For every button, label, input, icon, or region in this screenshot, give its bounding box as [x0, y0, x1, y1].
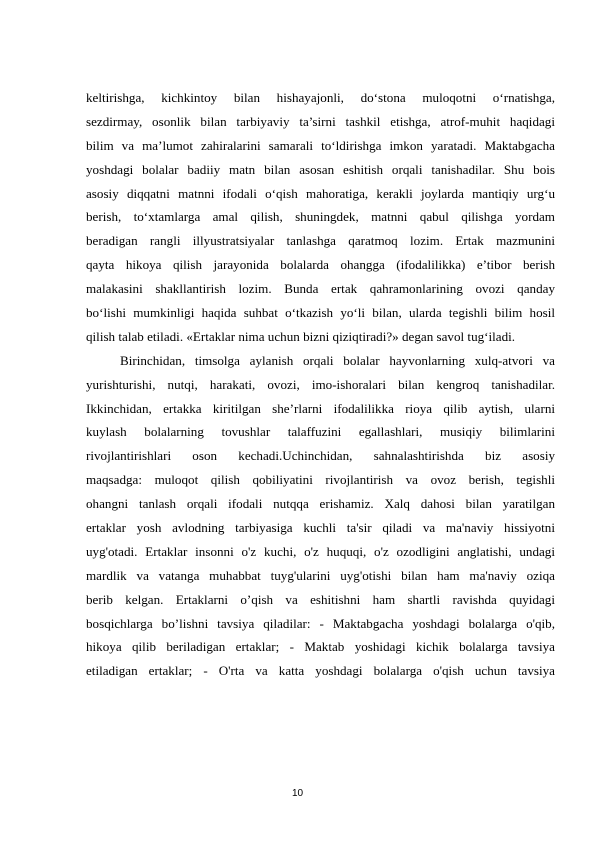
- text-line: yurishturishi, nutqi, harakati, ovozi, imo-ishoralari bilan kengroq tanishadilar.: [86, 376, 555, 392]
- text-line: bilim va ma’lumot zahiralarini samarali to‘ldirishga imkon yaratadi. Maktabgacha: [86, 137, 555, 153]
- text-line: berish, to‘xtamlarga amal qilish, shuningdek, matnni qabul qilishga yordam: [86, 209, 555, 225]
- text-line: sezdirmay, osonlik bilan tarbiyaviy ta’sirni tashkil etishga, atrof-muhit haqidagi: [86, 113, 555, 129]
- document-body: [86, 86, 555, 683]
- text-line-paragraph-start: Birinchidan, timsolga aylanish orqali bolalar hayvonlarning xulq-atvori va: [120, 352, 555, 368]
- text-line: kuylash bolalarning tovushlar talaffuzini egallashlari, musiqiy bilimlarini: [86, 424, 555, 440]
- text-line: malakasini shakllantirish lozim. Bunda ertak qahramonlarining ovozi qanday: [86, 281, 555, 297]
- text-line: bo‘lishi mumkinligi haqida suhbat o‘tkazish yo‘li bilan, ularda tegishli bilim hosil: [86, 305, 555, 321]
- text-line: qayta hikoya qilish jarayonida bolalarda ohangga (ifodalilikka) e’tibor berish: [86, 257, 555, 273]
- text-line: beradigan rangli illyustratsiyalar tanlashga qaratmoq lozim. Ertak mazmunini: [86, 233, 555, 249]
- text-line: rivojlantirishlari oson kechadi.Uchinchidan, sahnalashtirishda biz asosiy: [86, 448, 555, 464]
- text-line: ohangni tanlash orqali ifodali nutqqa erishamiz. Xalq dahosi bilan yaratilgan: [86, 496, 555, 512]
- text-line: etiladigan ertaklar; - O'rta va katta yoshdagi bolalarga o'qish uchun tavsiya: [86, 663, 555, 679]
- text-line: uyg'otadi. Ertaklar insonni o'z kuchi, o'z huquqi, o'z ozodligini anglatishi, undagi: [86, 543, 555, 559]
- page-number: 10: [291, 788, 304, 799]
- text-line: maqsadga: muloqot qilish qobiliyatini rivojlantirish va ovoz berish, tegishli: [86, 472, 555, 488]
- text-line: berib kelgan. Ertaklarni o’qish va eshitishni ham shartli ravishda quyidagi: [86, 591, 555, 607]
- text-line: bosqichlarga bo’lishni tavsiya qiladilar: - Maktabgacha yoshdagi bolalarga o'qib,: [86, 615, 555, 631]
- text-line: hikoya qilib beriladigan ertaklar; - Maktab yoshidagi kichik bolalarga tavsiya: [86, 639, 555, 655]
- text-line: ertaklar yosh avlodning tarbiyasiga kuchli ta'sir qiladi va ma'naviy hissiyotni: [86, 520, 555, 536]
- text-line: asosiy diqqatni matnni ifodali o‘qish mahoratiga, kerakli joylarda mantiqiy urg‘u: [86, 185, 555, 201]
- text-line: yoshdagi bolalar badiiy matn bilan asosan eshitish orqali tanishadilar. Shu bois: [86, 161, 555, 177]
- text-line: mardlik va vatanga muhabbat tuyg'ularini uyg'otishi bilan ham ma'naviy oziqa: [86, 567, 555, 583]
- text-line: Ikkinchidan, ertakka kiritilgan she’rlarni ifodalilikka rioya qilib aytish, ularni: [86, 400, 555, 416]
- text-line: keltirishga, kichkintoy bilan hishayajonli, do‘stona muloqotni o‘rnatishga,: [86, 90, 555, 105]
- text-line-paragraph-end: qilish talab etiladi. «Ertaklar nima uchun bizni qiziqtiradi?» degan savol tug‘iladi.: [86, 328, 516, 344]
